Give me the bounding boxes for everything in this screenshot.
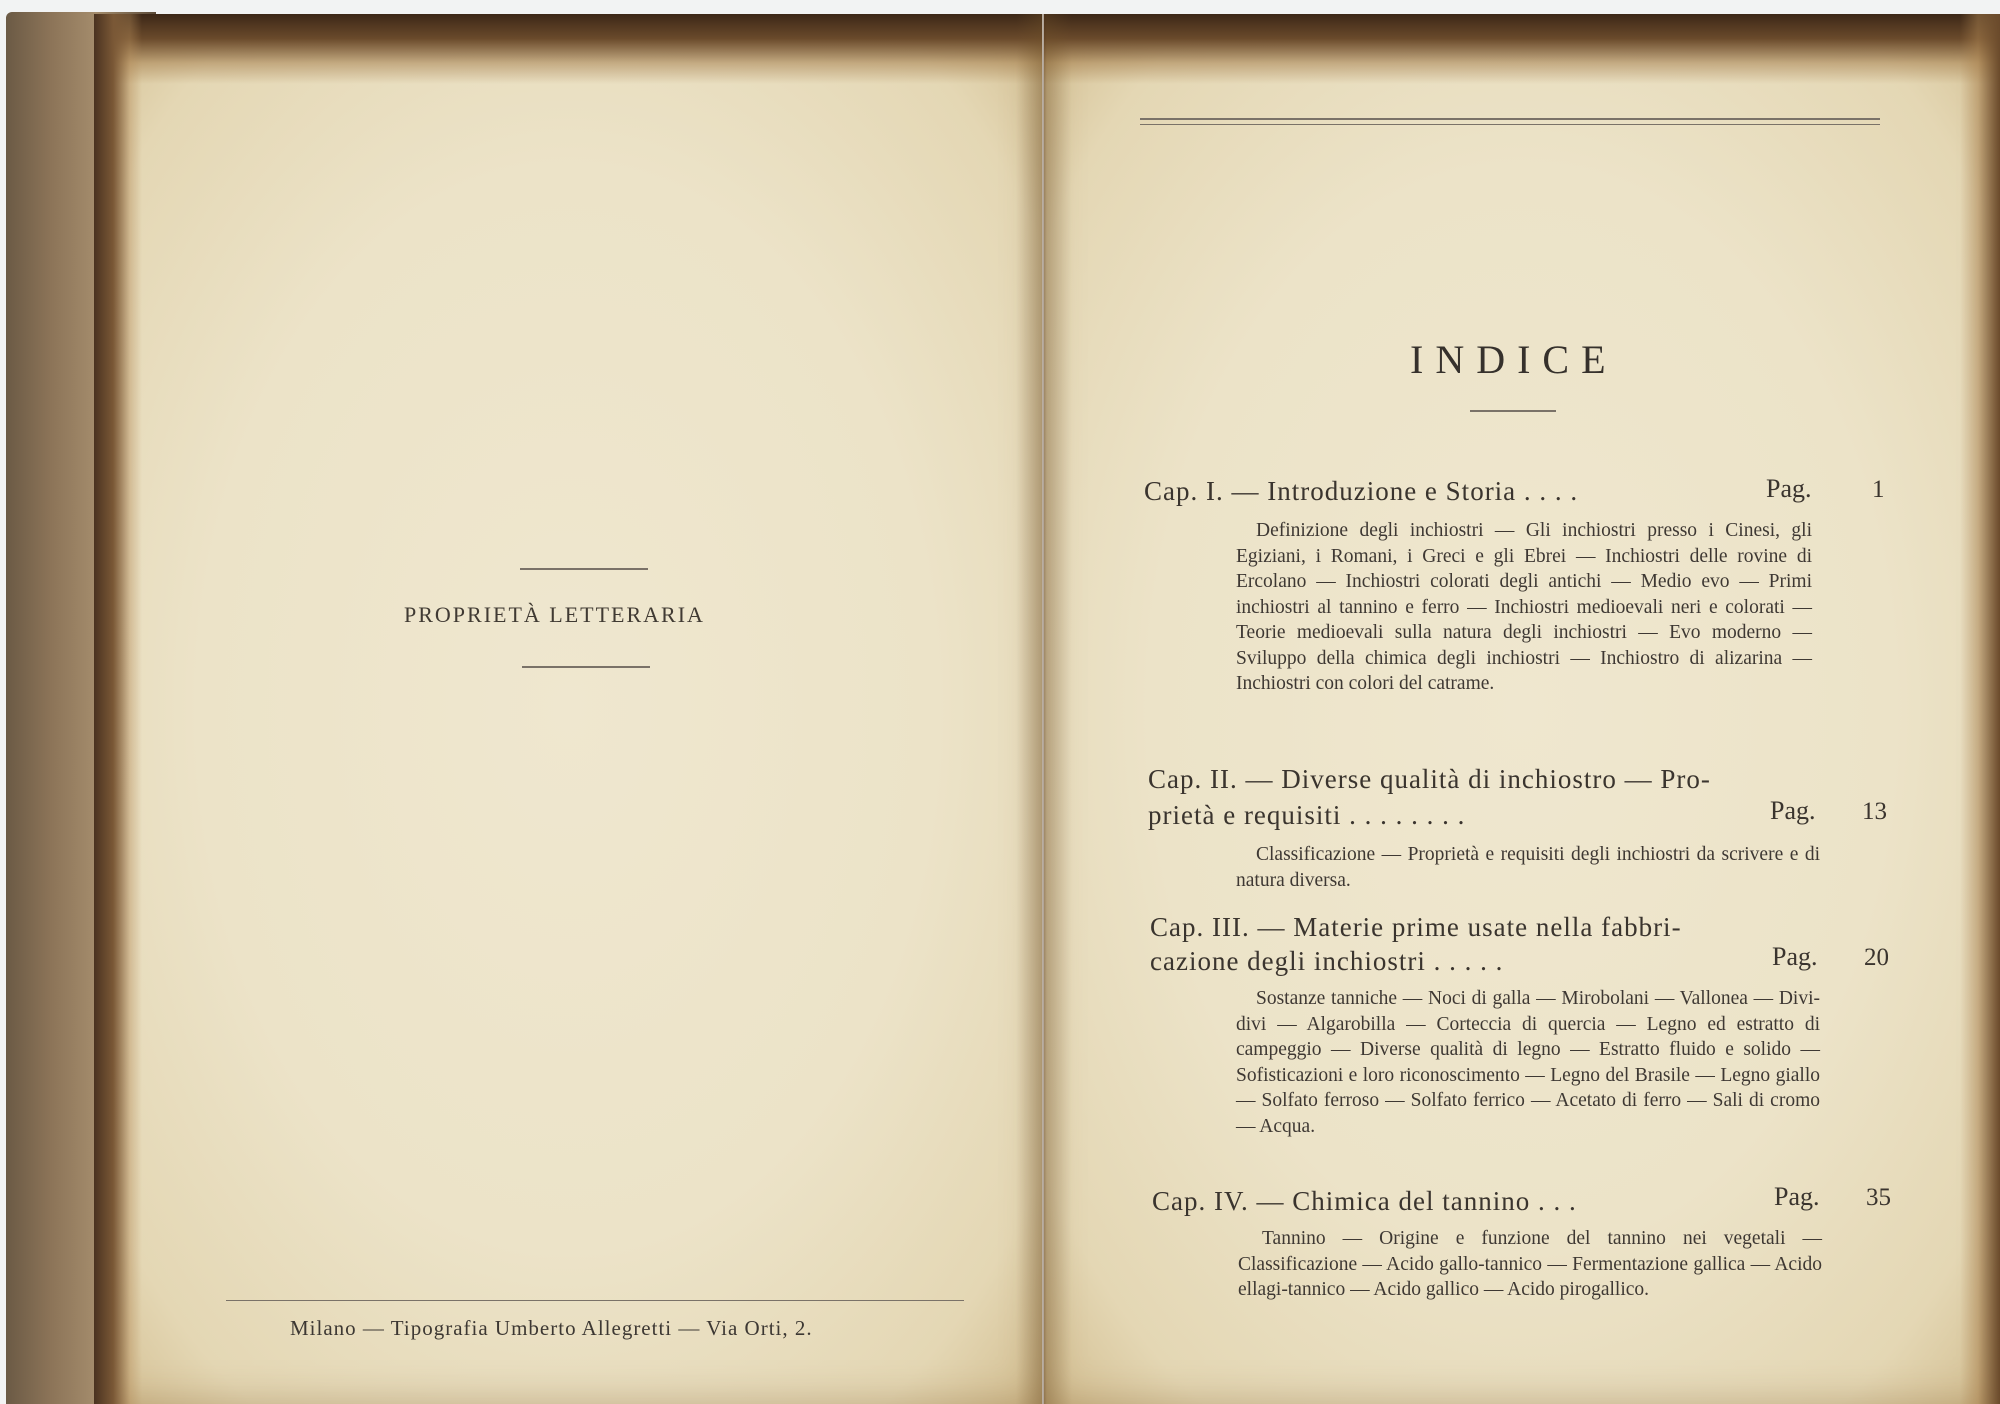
header-rule-1 [1140, 118, 1880, 120]
toc-entry-pag-label: Pag. [1770, 796, 1816, 825]
toc-entry-title: Cap. IV. — Chimica del tannino . . . [1152, 1186, 1577, 1216]
copyright-rule-top [520, 568, 648, 570]
copyright-notice: PROPRIETÀ LETTERARIA [404, 602, 705, 627]
left-page-burn-edge [94, 14, 142, 1404]
right-page-burn-top [1044, 14, 2000, 84]
toc-entry-title: Cap. II. — Diverse qualità di inchiostro — Pro- [1148, 764, 1711, 794]
toc-entry-page-number: 35 [1866, 1184, 1891, 1211]
toc-entry-title-continued: prietà e requisiti . . . . . . . . [1148, 800, 1466, 830]
toc-entry-pag-label: Pag. [1774, 1182, 1820, 1211]
toc-entry-pag-label: Pag. [1772, 942, 1818, 971]
toc-entry-title-continued: cazione degli inchiostri . . . . . [1150, 946, 1504, 976]
toc-entry-description: Tannino — Origine e funzione del tannino nei vegetali — Classificazione — Acido gallo-tannico — Fermentazione gallica — Acido ellagi-tannico — Acido gallico — Acido pirogallico. [1238, 1228, 1822, 1300]
index-heading-rule [1470, 410, 1556, 412]
toc-entry-pag-label: Pag. [1766, 474, 1812, 503]
index-heading: INDICE [1410, 337, 1618, 382]
copyright-rule-bottom [522, 666, 650, 668]
header-rule-2 [1140, 124, 1880, 125]
left-page [94, 14, 1042, 1404]
toc-entry-page-number: 1 [1872, 476, 1885, 503]
book-gutter [1016, 14, 1072, 1404]
right-page-burn-edge [1960, 14, 2000, 1404]
printer-imprint: Milano — Tipografia Umberto Allegretti — Via Orti, 2. [290, 1316, 813, 1340]
toc-entry-title: Cap. I. — Introduzione e Storia . . . . [1144, 476, 1579, 506]
toc-entry-description: Sostanze tanniche — Noci di galla — Mirobolani — Vallonea — Divi-divi — Algarobilla — Corteccia di quercia — Legno ed estratto di campeggio — Diverse qualità di legno — Estratto fluido e solido — Sofisticazioni e loro riconoscimento — Legno del Brasile — Legno giallo — Solfato ferroso — Solfato ferrico — Acetato di ferro — Sali di cromo — Acqua. [1236, 988, 1820, 1137]
left-page-burn-top [94, 14, 1042, 84]
toc-entry-page-number: 20 [1864, 944, 1889, 971]
toc-entry-page-number: 13 [1862, 798, 1887, 825]
toc-entry-title: Cap. III. — Materie prime usate nella fabbri- [1150, 912, 1682, 942]
toc-entry-description: Definizione degli inchiostri — Gli inchiostri presso i Cinesi, gli Egiziani, i Romani, i Greci e gli Ebrei — Inchiostri delle rovine di Ercolano — Inchiostri colorati degli antichi — Medio evo — Primi inchiostri al tannino e ferro — Inchiostri medioevali neri e colorati — Teorie medioevali sulla natura degli inchiostri — Evo moderno — Sviluppo della chimica degli inchiostri — Inchiostro di alizarina — Inchiostri con colori del catrame. [1236, 520, 1812, 694]
imprint-rule [226, 1300, 964, 1301]
toc-entry-description: Classificazione — Proprietà e requisiti degli inchiostri da scrivere e di natura diversa. [1236, 844, 1820, 891]
